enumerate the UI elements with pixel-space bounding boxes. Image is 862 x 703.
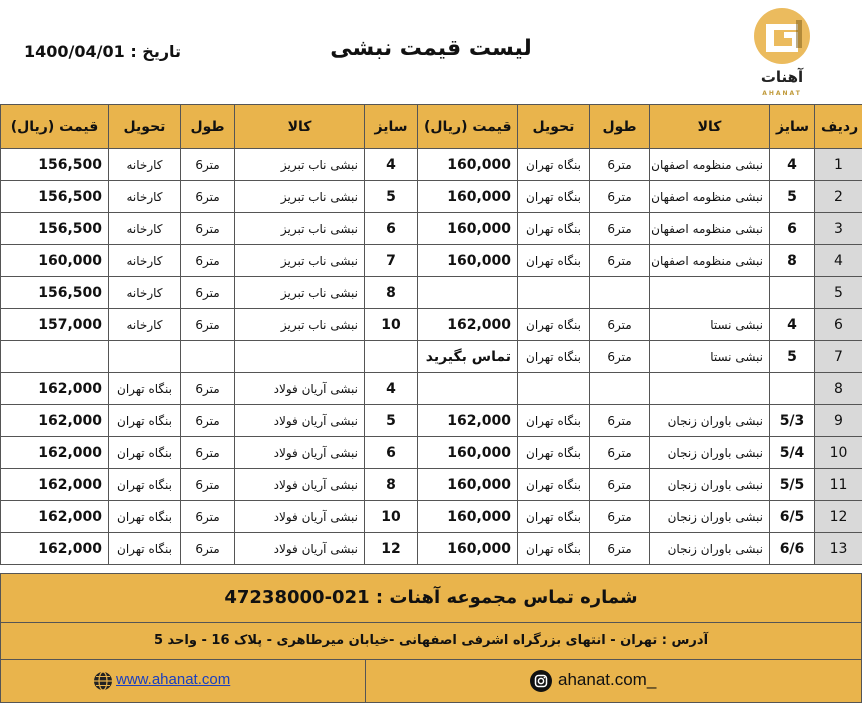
- left-delivery-cell: کارخانه: [109, 245, 181, 277]
- page-footer: [0, 573, 862, 703]
- table-row: [1, 469, 862, 501]
- right-goods-cell: نبشی باوران زنجان: [650, 469, 770, 501]
- logo-text: آهنات: [760, 68, 804, 86]
- left-price-cell: 157,000: [1, 309, 109, 341]
- right-price-cell: [418, 373, 518, 405]
- table-row: [1, 149, 862, 181]
- right-goods-cell: نبشی باوران زنجان: [650, 533, 770, 565]
- right-size-cell: 6/6: [770, 533, 815, 565]
- left-price-cell: 156,500: [1, 277, 109, 309]
- left-length-cell: 6متر: [181, 213, 235, 245]
- right-size-cell: 6: [770, 213, 815, 245]
- left-size-cell: 6: [365, 437, 418, 469]
- right-price-cell: تماس بگیرید: [418, 341, 518, 373]
- page-title: لیست قیمت نبشی: [330, 36, 532, 61]
- right-length-cell: 6متر: [590, 245, 650, 277]
- right-length-cell: 6متر: [590, 501, 650, 533]
- left-delivery-cell: بنگاه تهران: [109, 405, 181, 437]
- right-goods-cell: نبشی نستا: [650, 341, 770, 373]
- left-goods-cell: نبشی آریان فولاد: [235, 533, 365, 565]
- right-goods-cell: نبشی نستا: [650, 309, 770, 341]
- right-delivery-cell: بنگاه تهران: [518, 309, 590, 341]
- col-header-size: سایز: [365, 105, 418, 149]
- left-size-cell: 5: [365, 181, 418, 213]
- left-price-cell: 162,000: [1, 469, 109, 501]
- right-delivery-cell: [518, 373, 590, 405]
- left-size-cell: 7: [365, 245, 418, 277]
- table-row: [1, 501, 862, 533]
- left-length-cell: 6متر: [181, 149, 235, 181]
- right-delivery-cell: بنگاه تهران: [518, 341, 590, 373]
- instagram-cell: [365, 659, 862, 703]
- col-header-goods: کالا: [235, 105, 365, 149]
- left-goods-cell: نبشی ناب تبریز: [235, 213, 365, 245]
- right-size-cell: 5/5: [770, 469, 815, 501]
- left-length-cell: 6متر: [181, 309, 235, 341]
- right-length-cell: 6متر: [590, 405, 650, 437]
- company-logo: [744, 6, 820, 102]
- left-length-cell: 6متر: [181, 501, 235, 533]
- left-length-cell: 6متر: [181, 437, 235, 469]
- right-length-cell: 6متر: [590, 149, 650, 181]
- right-delivery-cell: بنگاه تهران: [518, 405, 590, 437]
- left-price-cell: [1, 341, 109, 373]
- left-delivery-cell: کارخانه: [109, 149, 181, 181]
- right-price-cell: 160,000: [418, 149, 518, 181]
- left-price-cell: 162,000: [1, 501, 109, 533]
- date-label: تاریخ : 1400/04/01: [24, 42, 182, 61]
- right-price-cell: 162,000: [418, 405, 518, 437]
- left-price-cell: 162,000: [1, 373, 109, 405]
- table-row: [1, 213, 862, 245]
- left-delivery-cell: بنگاه تهران: [109, 437, 181, 469]
- right-delivery-cell: بنگاه تهران: [518, 245, 590, 277]
- table-row: [1, 277, 862, 309]
- table-header-row: [1, 105, 862, 149]
- right-goods-cell: نبشی منظومه اصفهان: [650, 245, 770, 277]
- right-length-cell: 6متر: [590, 341, 650, 373]
- website-cell: [0, 659, 366, 703]
- left-length-cell: 6متر: [181, 469, 235, 501]
- right-length-cell: 6متر: [590, 437, 650, 469]
- table-row: [1, 309, 862, 341]
- right-size-cell: [770, 373, 815, 405]
- left-size-cell: 5: [365, 405, 418, 437]
- right-length-cell: [590, 373, 650, 405]
- right-goods-cell: نبشی منظومه اصفهان: [650, 149, 770, 181]
- left-delivery-cell: کارخانه: [109, 309, 181, 341]
- right-size-cell: 6/5: [770, 501, 815, 533]
- instagram-icon: [530, 670, 552, 692]
- left-goods-cell: نبشی ناب تبریز: [235, 277, 365, 309]
- left-goods-cell: نبشی ناب تبریز: [235, 245, 365, 277]
- contact-phone: شماره تماس مجموعه آهنات : 021-47238000: [0, 573, 862, 623]
- instagram-handle[interactable]: ahanat.com_: [558, 670, 657, 689]
- right-goods-cell: نبشی باوران زنجان: [650, 405, 770, 437]
- row-number-cell: 11: [815, 469, 862, 501]
- left-length-cell: 6متر: [181, 245, 235, 277]
- right-delivery-cell: بنگاه تهران: [518, 213, 590, 245]
- left-goods-cell: نبشی آریان فولاد: [235, 501, 365, 533]
- row-number-cell: 7: [815, 341, 862, 373]
- left-price-cell: 156,500: [1, 181, 109, 213]
- col-header-price: قیمت (ریال): [418, 105, 518, 149]
- right-size-cell: 4: [770, 309, 815, 341]
- right-price-cell: 160,000: [418, 469, 518, 501]
- right-price-cell: 160,000: [418, 437, 518, 469]
- left-size-cell: 8: [365, 469, 418, 501]
- left-goods-cell: نبشی ناب تبریز: [235, 309, 365, 341]
- col-header-price: قیمت (ریال): [1, 105, 109, 149]
- right-delivery-cell: بنگاه تهران: [518, 533, 590, 565]
- left-length-cell: 6متر: [181, 181, 235, 213]
- right-goods-cell: نبشی منظومه اصفهان: [650, 181, 770, 213]
- right-goods-cell: [650, 277, 770, 309]
- left-delivery-cell: کارخانه: [109, 213, 181, 245]
- row-number-cell: 10: [815, 437, 862, 469]
- left-goods-cell: [235, 341, 365, 373]
- left-size-cell: [365, 341, 418, 373]
- row-number-cell: 12: [815, 501, 862, 533]
- right-size-cell: 8: [770, 245, 815, 277]
- left-goods-cell: نبشی آریان فولاد: [235, 437, 365, 469]
- left-goods-cell: نبشی آریان فولاد: [235, 469, 365, 501]
- right-delivery-cell: بنگاه تهران: [518, 501, 590, 533]
- website-link[interactable]: www.ahanat.com: [116, 671, 231, 688]
- left-delivery-cell: بنگاه تهران: [109, 501, 181, 533]
- row-number-cell: 6: [815, 309, 862, 341]
- logo-subtext: AHANAT: [762, 90, 802, 97]
- left-delivery-cell: [109, 341, 181, 373]
- right-delivery-cell: [518, 277, 590, 309]
- price-table: [0, 104, 862, 565]
- right-length-cell: 6متر: [590, 533, 650, 565]
- right-delivery-cell: بنگاه تهران: [518, 437, 590, 469]
- right-price-cell: 160,000: [418, 501, 518, 533]
- left-price-cell: 162,000: [1, 533, 109, 565]
- globe-icon: [93, 671, 113, 691]
- left-price-cell: 156,500: [1, 149, 109, 181]
- left-size-cell: 4: [365, 373, 418, 405]
- table-row: [1, 245, 862, 277]
- contact-address: آدرس : تهران - انتهای بزرگراه اشرفی اصفهانی -خیابان میرطاهری - پلاک 16 - واحد 5: [0, 622, 862, 660]
- col-header-delivery: تحویل: [518, 105, 590, 149]
- col-header-row: ردیف: [815, 105, 862, 149]
- col-header-size: سایز: [770, 105, 815, 149]
- right-price-cell: 160,000: [418, 181, 518, 213]
- right-size-cell: [770, 277, 815, 309]
- col-header-delivery: تحویل: [109, 105, 181, 149]
- ahanat-logo-icon: [744, 6, 820, 68]
- left-delivery-cell: کارخانه: [109, 277, 181, 309]
- right-size-cell: 4: [770, 149, 815, 181]
- right-delivery-cell: بنگاه تهران: [518, 469, 590, 501]
- left-size-cell: 6: [365, 213, 418, 245]
- left-delivery-cell: بنگاه تهران: [109, 373, 181, 405]
- table-row: [1, 181, 862, 213]
- table-row: [1, 373, 862, 405]
- right-goods-cell: [650, 373, 770, 405]
- left-delivery-cell: بنگاه تهران: [109, 469, 181, 501]
- table-row: [1, 405, 862, 437]
- right-size-cell: 5: [770, 181, 815, 213]
- left-goods-cell: نبشی ناب تبریز: [235, 181, 365, 213]
- row-number-cell: 5: [815, 277, 862, 309]
- left-price-cell: 156,500: [1, 213, 109, 245]
- right-delivery-cell: بنگاه تهران: [518, 181, 590, 213]
- left-size-cell: 10: [365, 309, 418, 341]
- right-price-cell: [418, 277, 518, 309]
- left-length-cell: 6متر: [181, 277, 235, 309]
- right-length-cell: [590, 277, 650, 309]
- right-goods-cell: نبشی باوران زنجان: [650, 437, 770, 469]
- right-price-cell: 160,000: [418, 213, 518, 245]
- left-size-cell: 8: [365, 277, 418, 309]
- left-delivery-cell: بنگاه تهران: [109, 533, 181, 565]
- left-goods-cell: نبشی آریان فولاد: [235, 373, 365, 405]
- left-goods-cell: نبشی ناب تبریز: [235, 149, 365, 181]
- table-row: [1, 437, 862, 469]
- right-goods-cell: نبشی باوران زنجان: [650, 501, 770, 533]
- row-number-cell: 1: [815, 149, 862, 181]
- row-number-cell: 3: [815, 213, 862, 245]
- left-length-cell: 6متر: [181, 405, 235, 437]
- left-length-cell: 6متر: [181, 533, 235, 565]
- col-header-length: طول: [181, 105, 235, 149]
- right-delivery-cell: بنگاه تهران: [518, 149, 590, 181]
- right-price-cell: 162,000: [418, 309, 518, 341]
- right-length-cell: 6متر: [590, 181, 650, 213]
- left-length-cell: [181, 341, 235, 373]
- left-price-cell: 160,000: [1, 245, 109, 277]
- left-goods-cell: نبشی آریان فولاد: [235, 405, 365, 437]
- right-goods-cell: نبشی منظومه اصفهان: [650, 213, 770, 245]
- left-price-cell: 162,000: [1, 437, 109, 469]
- right-size-cell: 5/4: [770, 437, 815, 469]
- row-number-cell: 9: [815, 405, 862, 437]
- left-delivery-cell: کارخانه: [109, 181, 181, 213]
- table-row: [1, 533, 862, 565]
- page-header: [0, 0, 862, 104]
- left-price-cell: 162,000: [1, 405, 109, 437]
- col-header-goods: کالا: [650, 105, 770, 149]
- right-length-cell: 6متر: [590, 469, 650, 501]
- right-price-cell: 160,000: [418, 245, 518, 277]
- row-number-cell: 8: [815, 373, 862, 405]
- col-header-length: طول: [590, 105, 650, 149]
- right-size-cell: 5/3: [770, 405, 815, 437]
- row-number-cell: 2: [815, 181, 862, 213]
- row-number-cell: 4: [815, 245, 862, 277]
- right-length-cell: 6متر: [590, 213, 650, 245]
- right-size-cell: 5: [770, 341, 815, 373]
- row-number-cell: 13: [815, 533, 862, 565]
- left-length-cell: 6متر: [181, 373, 235, 405]
- right-length-cell: 6متر: [590, 309, 650, 341]
- left-size-cell: 4: [365, 149, 418, 181]
- right-price-cell: 160,000: [418, 533, 518, 565]
- table-row: [1, 341, 862, 373]
- left-size-cell: 10: [365, 501, 418, 533]
- left-size-cell: 12: [365, 533, 418, 565]
